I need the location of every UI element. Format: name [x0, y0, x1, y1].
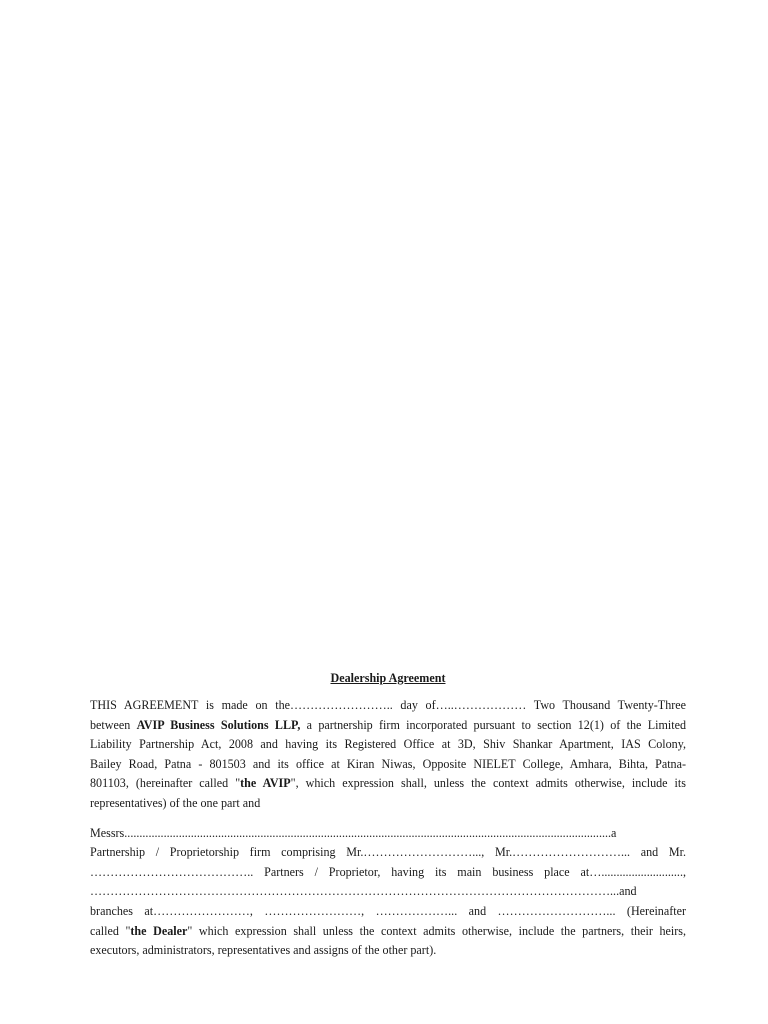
paragraph-line: ………………………………….. Partners / Proprietor, having its main business place at…...........................,	[90, 864, 686, 879]
paragraph-line: THIS AGREEMENT is made on the…………………….. day of…..……………… Two Thousand Twenty-Three	[90, 698, 686, 712]
paragraph-line: …………………………………………………………………………………………………………………...and	[90, 884, 637, 899]
paragraph-line	[90, 774, 686, 794]
dealer-details-paragraph	[90, 824, 686, 961]
defined-term: the AVIP	[240, 776, 291, 791]
text-run: between	[90, 717, 137, 732]
paragraph-line	[90, 716, 686, 736]
text-run: ", which expression shall, unless the context admits otherwise, include its	[290, 776, 686, 791]
paragraph-line	[90, 922, 686, 942]
paragraph-line: Partnership / Proprietorship firm comprising Mr.………………………..., Mr.………………………... and Mr.	[90, 845, 686, 860]
document-title: Dealership Agreement	[330, 671, 446, 685]
text-run: called "	[90, 923, 131, 938]
agreement-parties-paragraph	[90, 696, 686, 814]
paragraph-line: representatives) of the one part and	[90, 795, 261, 810]
company-name: AVIP Business Solutions LLP,	[136, 717, 301, 732]
paragraph-line: executors, administrators, representatives and assigns of the other part).	[90, 943, 437, 958]
paragraph-line: Messrs.................................................................................................................................................................a	[90, 825, 617, 840]
paragraph-line: Bailey Road, Patna - 801503 and its office at Kiran Niwas, Opposite NIELET College, Amhara, Bihta, Patna-	[90, 756, 686, 771]
text-run: " which expression shall unless the context admits otherwise, include the partners, their heirs,	[187, 923, 686, 938]
text-run: a partnership firm incorporated pursuant to section 12(1) of the Limited	[300, 717, 686, 732]
text-run: 801103, (hereinafter called "	[90, 776, 241, 791]
document-body	[90, 668, 686, 971]
paragraph-line: branches at……………………, ……………………, ………………... and ………………………... (Hereinafter	[90, 903, 686, 918]
defined-term: the Dealer	[130, 923, 188, 938]
paragraph-line: Liability Partnership Act, 2008 and having its Registered Office at 3D, Shiv Shankar Apartment, IAS Colony,	[90, 737, 686, 752]
